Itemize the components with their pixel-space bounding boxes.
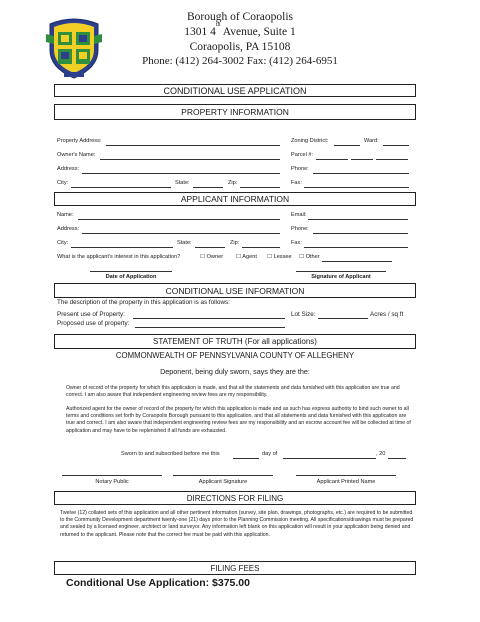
applicant-signature-line[interactable] xyxy=(173,475,273,476)
state-label: State: xyxy=(175,180,190,186)
date-of-application-label: Date of Application xyxy=(105,274,157,280)
property-address-label: Property Address: xyxy=(57,138,102,144)
app-fax-field[interactable] xyxy=(304,247,408,248)
other-field[interactable] xyxy=(322,261,392,262)
app-city-label: City: xyxy=(57,240,69,246)
street-address: 1301 4th Avenue, Suite 1 xyxy=(184,22,296,38)
city-field[interactable] xyxy=(71,187,171,188)
property-info-heading: PROPERTY INFORMATION xyxy=(54,104,416,120)
present-use-label: Present use of Property: xyxy=(57,311,125,318)
interest-question: What is the applicant's interest in this application? xyxy=(57,254,181,260)
owners-name-label: Owner's Name: xyxy=(57,152,96,158)
lot-size-label: Lot Size: xyxy=(291,311,316,318)
fax-field[interactable] xyxy=(304,187,409,188)
checkbox-icon: ☐ xyxy=(236,254,242,260)
address-label: Address: xyxy=(57,166,80,172)
org-name: Borough of Coraopolis xyxy=(186,11,294,23)
zoning-district-label: Zoning District: xyxy=(291,138,329,144)
address-field[interactable] xyxy=(82,173,280,174)
city-label: City: xyxy=(57,180,69,186)
app-phone-label: Phone: xyxy=(291,226,309,232)
app-state-field[interactable] xyxy=(195,247,225,248)
email-field[interactable] xyxy=(308,219,408,220)
phone-label: Phone: xyxy=(291,166,309,172)
fee-amount: Conditional Use Application: $375.00 xyxy=(66,577,250,589)
app-phone-field[interactable] xyxy=(313,233,408,234)
parcel-field-3[interactable] xyxy=(376,159,408,160)
filing-fees-heading: FILING FEES xyxy=(54,561,416,575)
ward-field[interactable] xyxy=(383,145,409,146)
app-zip-field[interactable] xyxy=(242,247,280,248)
ward-label: Ward: xyxy=(364,138,379,144)
owners-name-field[interactable] xyxy=(100,159,280,160)
proposed-use-field[interactable] xyxy=(135,327,285,328)
applicant-info-heading: APPLICANT INFORMATION xyxy=(54,192,416,206)
notary-line[interactable] xyxy=(62,475,162,476)
contact-numbers: Phone: (412) 264-3002 Fax: (412) 264-6951 xyxy=(142,55,338,67)
app-address-field[interactable] xyxy=(82,233,280,234)
zip-field[interactable] xyxy=(240,187,280,188)
notary-label: Notary Public xyxy=(95,479,129,485)
option-agent[interactable]: ☐ Agent xyxy=(236,254,257,260)
parcel-label: Parcel #: xyxy=(291,152,314,158)
zip-label: Zip: xyxy=(228,180,238,186)
present-use-field[interactable] xyxy=(133,318,285,319)
option-lessee[interactable]: ☐ Lessee xyxy=(267,254,292,260)
applicant-signature-label: Applicant Signature xyxy=(198,479,248,485)
year-label: , 20 xyxy=(376,451,386,457)
applicant-name-line[interactable] xyxy=(296,475,396,476)
fax-label: Fax: xyxy=(291,180,302,186)
parcel-field-2[interactable] xyxy=(351,159,373,160)
app-state-label: State: xyxy=(177,240,192,246)
state-field[interactable] xyxy=(193,187,223,188)
acres-label: Acres / sq ft xyxy=(370,311,404,318)
agent-paragraph: Authorized agent for the owner of record of the property for which this application is made and as such has express authority to bind such owner to all terms and conditions set forth by Coraopolis Borough pursuant to this application, and that all statements and data furnished with this application are true and correct. I am also aware that independent engineering review fees are my responsibility and an escrow account fee will be collected at time of application and may have to be replenished if all funds are exhausted. xyxy=(66,406,411,434)
parcel-field-1[interactable] xyxy=(316,159,348,160)
lot-size-field[interactable] xyxy=(318,318,368,319)
form-title: CONDITIONAL USE APPLICATION xyxy=(54,84,416,97)
directions-text: Twelve (12) collated sets of this application and all other pertinent information (survey, site plan, drawings, photographs, etc.) are required to be submitted to the Community Development department twenty-one (21) days prior to the Planning Commission meeting. All specifications/drawings must be prepared and sealed by a licensed engineer, architect or land surveyor. Any information left blank on this application will result in your application being denied and returned to the applicant. Please note that the correct fee must be paid with this application. xyxy=(60,510,414,538)
zoning-district-field[interactable] xyxy=(334,145,360,146)
deponent-line: Deponent, being duly sworn, says they are the: xyxy=(160,367,310,376)
email-label: Email: xyxy=(291,212,307,218)
checkbox-icon: ☐ xyxy=(200,254,206,260)
city-address: Coraopolis, PA 15108 xyxy=(189,41,291,53)
app-fax-label: Fax: xyxy=(291,240,302,246)
year-field[interactable] xyxy=(388,458,406,459)
app-city-field[interactable] xyxy=(71,247,173,248)
commonwealth-line: COMMONWEALTH OF PENNSYLVANIA COUNTY OF ALLEGHENY xyxy=(115,351,355,360)
name-field[interactable] xyxy=(78,219,280,220)
sworn-text: Sworn to and subscribed before me this xyxy=(121,451,220,457)
applicant-name-label: Applicant Printed Name xyxy=(316,479,376,485)
property-address-field[interactable] xyxy=(106,145,280,146)
option-owner[interactable]: ☐ Owner xyxy=(200,254,224,260)
month-field[interactable] xyxy=(283,458,376,459)
signature-label: Signature of Applicant xyxy=(311,274,371,280)
phone-field[interactable] xyxy=(313,173,409,174)
day-of-label: day of xyxy=(262,451,278,457)
date-of-application-line[interactable] xyxy=(90,271,172,272)
sworn-day-field[interactable] xyxy=(233,458,259,459)
conditional-info-heading: CONDITIONAL USE INFORMATION xyxy=(54,283,416,298)
proposed-use-label: Proposed use of property: xyxy=(57,320,130,327)
owner-paragraph: Owner of record of the property for which this application is made, and that all the statements and data furnished with this application are true and correct. I am also aware that independent engineering review fees are my responsibility. xyxy=(66,385,400,399)
directions-heading: DIRECTIONS FOR FILING xyxy=(54,491,416,505)
checkbox-icon: ☐ xyxy=(299,254,305,260)
signature-line[interactable] xyxy=(296,271,386,272)
option-other[interactable]: ☐ Other xyxy=(299,254,320,260)
app-zip-label: Zip: xyxy=(230,240,240,246)
checkbox-icon: ☐ xyxy=(267,254,273,260)
app-address-label: Address: xyxy=(57,226,80,232)
name-label: Name: xyxy=(57,212,74,218)
statement-heading: STATEMENT OF TRUTH (For all applications) xyxy=(54,334,416,349)
description-text: The description of the property in this application is as follows: xyxy=(57,299,230,306)
